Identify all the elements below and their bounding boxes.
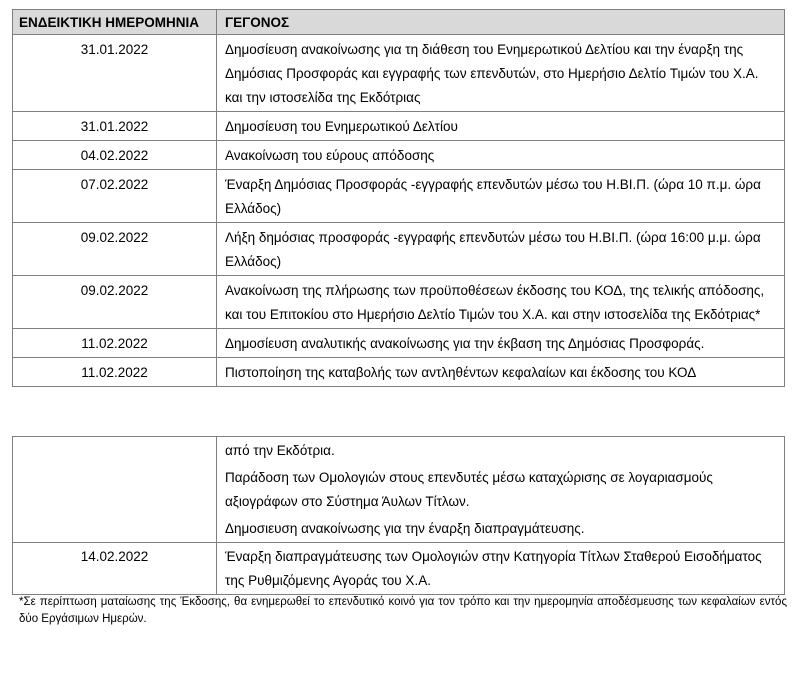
table-row — [13, 223, 785, 276]
row-date: 14.02.2022 — [13, 543, 217, 595]
row-event-continued — [217, 437, 785, 543]
row-event: Δημοσίευση του Ενημερωτικού Δελτίου — [217, 112, 785, 141]
row-date: 07.02.2022 — [13, 170, 217, 223]
table-row — [13, 35, 785, 112]
event-line: από την Εκδότρια. — [225, 443, 335, 458]
row-event: Ανακοίνωση του εύρους απόδοσης — [217, 141, 785, 170]
row-date: 11.02.2022 — [13, 358, 217, 387]
table-header-row — [13, 10, 785, 35]
footnote: *Σε περίπτωση ματαίωσης της Έκδοσης, θα ενημερωθεί το επενδυτικό κοινό για τον τρόπο και την ημερομηνία αποδέσμευσης των κεφαλαίων εντός δύο Εργάσιμων Ημερών. — [19, 596, 787, 625]
timetable-main — [12, 9, 785, 387]
row-event: Ανακοίνωση της πλήρωσης των προϋποθέσεων έκδοσης του ΚΟΔ, της τελικής απόδοσης, και του Επιτοκίου στο Ημερήσιο Δελτίο Τιμών του Χ.Α. και στην ιστοσελίδα της Εκδότριας* — [217, 276, 785, 329]
row-date: 04.02.2022 — [13, 141, 217, 170]
table-row — [13, 543, 785, 595]
table-row — [13, 170, 785, 223]
header-event: ΓΕΓΟΝΟΣ — [217, 10, 785, 35]
table-row — [13, 358, 785, 387]
row-event: Δημοσίευση αναλυτικής ανακοίνωσης για την έκβαση της Δημόσιας Προσφοράς. — [217, 329, 785, 358]
table-row — [13, 329, 785, 358]
row-event: Έναρξη διαπραγμάτευσης των Ομολογιών στην Κατηγορία Τίτλων Σταθερού Εισοδήματος της Ρυθμιζόμενης Αγοράς του Χ.Α. — [217, 543, 785, 595]
event-line: Παράδοση των Ομολογιών στους επενδυτές μέσω καταχώρισης σε λογαριασμούς αξιογράφων στο Σύστημα Άυλων Τίτλων. — [225, 470, 713, 509]
row-date: 09.02.2022 — [13, 276, 217, 329]
timetable-continuation — [12, 436, 785, 595]
row-date: 31.01.2022 — [13, 35, 217, 112]
row-date: 09.02.2022 — [13, 223, 217, 276]
row-event: Έναρξη Δημόσιας Προσφοράς -εγγραφής επενδυτών μέσω του Η.ΒΙ.Π. (ώρα 10 π.μ. ώρα Ελλάδος) — [217, 170, 785, 223]
row-date: 11.02.2022 — [13, 329, 217, 358]
header-date: ΕΝΔΕΙΚΤΙΚΗ ΗΜΕΡΟΜΗΝΙΑ — [13, 10, 217, 35]
event-line: Δημοσιευση ανακοίνωσης για την έναρξη διαπραγμάτευσης. — [225, 521, 585, 536]
row-date: 31.01.2022 — [13, 112, 217, 141]
table-row — [13, 112, 785, 141]
table-row — [13, 141, 785, 170]
table-row — [13, 437, 785, 543]
row-event: Δημοσίευση ανακοίνωσης για τη διάθεση του Ενημερωτικού Δελτίου και την έναρξη της Δημόσιας Προσφοράς και εγγραφής των επενδυτών, στο Ημερήσιο Δελτίο Τιμών του Χ.Α. και την ιστοσελίδα της Εκδότριας — [217, 35, 785, 112]
table-row — [13, 276, 785, 329]
row-event: Πιστοποίηση της καταβολής των αντληθέντων κεφαλαίων και έκδοσης του ΚΟΔ — [217, 358, 785, 387]
row-date — [13, 437, 217, 543]
row-event: Λήξη δημόσιας προσφοράς -εγγραφής επενδυτών μέσω του Η.ΒΙ.Π. (ώρα 16:00 μ.μ. ώρα Ελλάδος) — [217, 223, 785, 276]
